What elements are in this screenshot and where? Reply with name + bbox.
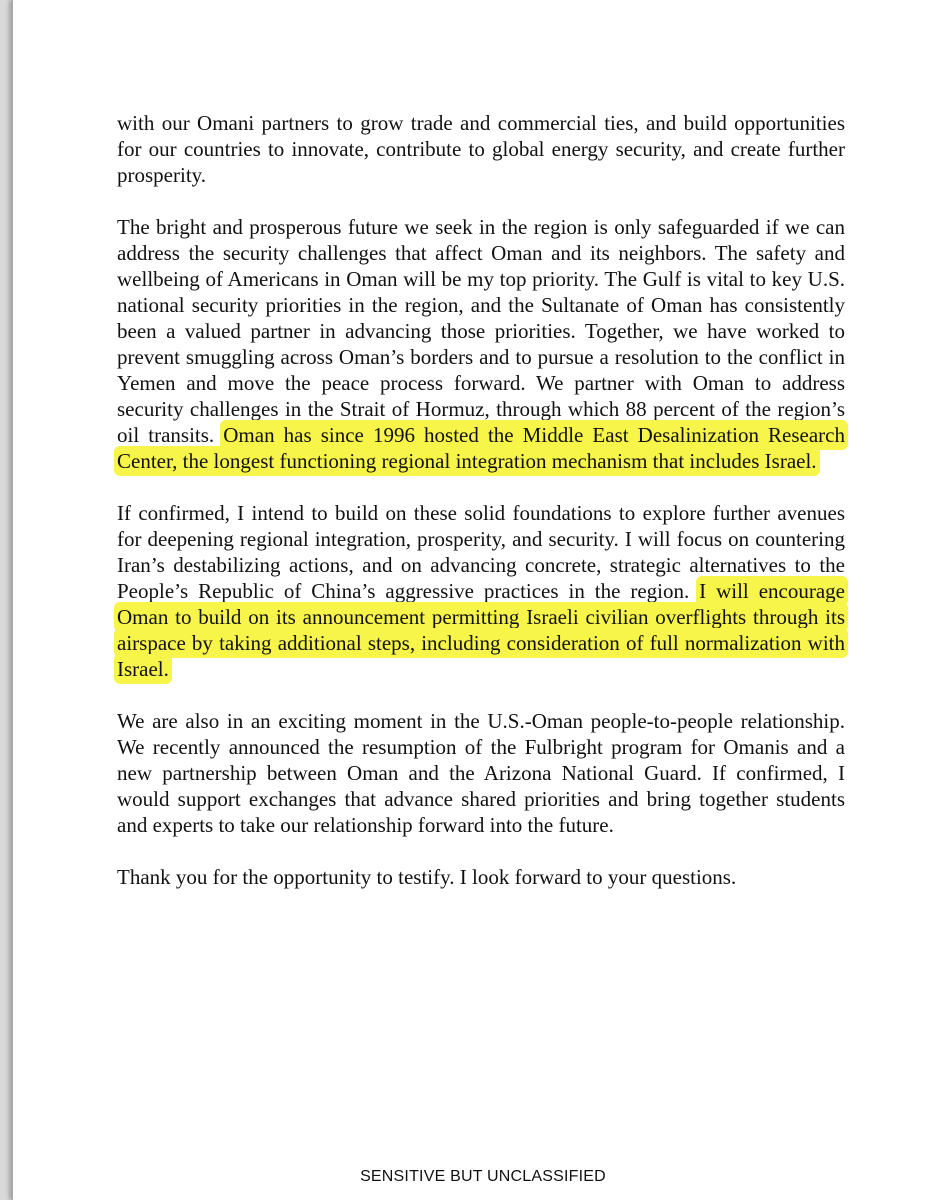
paragraph-text: If confirmed, I intend to build on these solid foundations to explore further avenues for deepening regional integration, prosperity, and security. I will focus on countering Iran’s destabilizing actions, and on advancing concrete, strategic alternatives to the People’s Republic of China’s aggressive practices in the region. bbox=[117, 501, 845, 603]
highlighted-text: Oman has since 1996 hosted the Middle East Desalinization Research Center, the longest functioning regional integration mechanism that includes Israel. bbox=[117, 423, 845, 473]
highlighted-text: I will encourage Oman to build on its announcement permitting Israeli civilian overflights through its airspace by taking additional steps, including consideration of full normalization with Israel. bbox=[117, 579, 845, 681]
paragraph-trade bbox=[117, 110, 845, 188]
classification-footer: SENSITIVE BUT UNCLASSIFIED bbox=[360, 1168, 606, 1185]
paragraph-text: with our Omani partners to grow trade and commercial ties, and build opportunities for our countries to innovate, contribute to global energy security, and create further prosperity. bbox=[117, 111, 845, 187]
paragraph-integration bbox=[117, 500, 845, 682]
paragraph-text: Thank you for the opportunity to testify. I look forward to your questions. bbox=[117, 865, 737, 889]
document-body bbox=[117, 110, 845, 916]
paragraph-people-to-people bbox=[117, 708, 845, 838]
paragraph-closing bbox=[117, 864, 845, 890]
paragraph-text: We are also in an exciting moment in the U.S.-Oman people-to-people relationship. We recently announced the resumption of the Fulbright program for Omanis and a new partnership between Oman and the Arizona National Guard. If confirmed, I would support exchanges that advance shared priorities and bring together students and experts to take our relationship forward into the future. bbox=[117, 709, 845, 837]
paragraph-security bbox=[117, 214, 845, 474]
document-page bbox=[12, 0, 952, 1200]
paragraph-text: The bright and prosperous future we seek in the region is only safeguarded if we can address the security challenges that affect Oman and its neighbors. The safety and wellbeing of Americans in Oman will be my top priority. The Gulf is vital to key U.S. national security priorities in the region, and the Sultanate of Oman has consistently been a valued partner in advancing those priorities. Together, we have worked to prevent smuggling across Oman’s borders and to pursue a resolution to the conflict in Yemen and move the peace process forward. We partner with Oman to address security challenges in the Strait of Hormuz, through which 88 percent of the region’s oil transits. bbox=[117, 215, 845, 447]
